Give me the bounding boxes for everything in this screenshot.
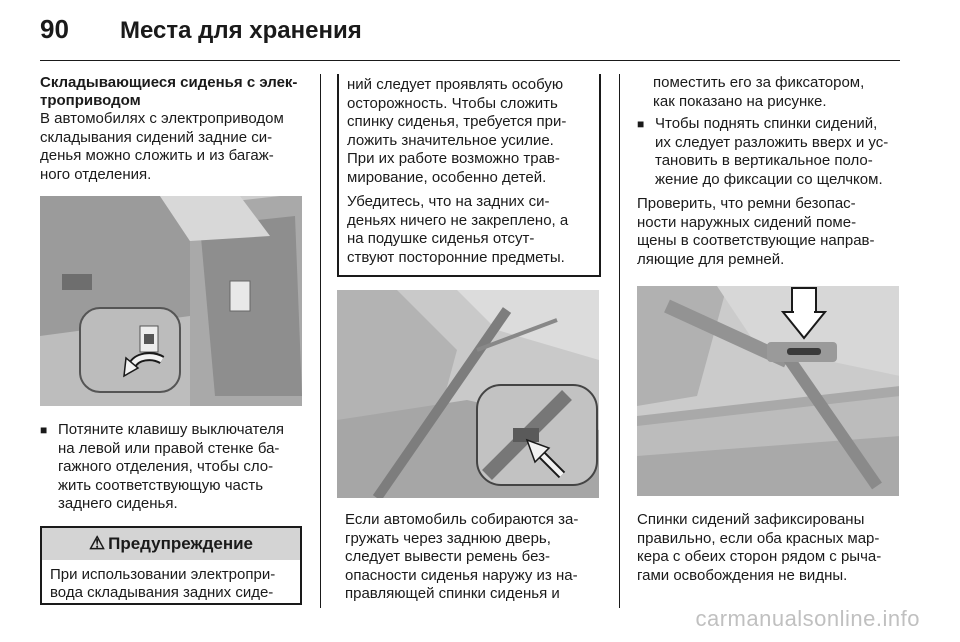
warning-header xyxy=(42,526,300,560)
warning-continued-text: ний следует проявлять особую осторожность. Чтобы сложить спинку сиденья, требуется при- ложить значительное усилие. При их работе возможно трав- мирование, особенно детей. xyxy=(347,76,567,186)
subheading-electric-folding-seats: Складывающиеся сиденья с элек- троприводом xyxy=(40,74,298,109)
page-header xyxy=(40,14,362,44)
list-item: ■ Чтобы поднять спинки сидений, их следует разложить вверх и ус- тановить в вертикальное поло- жение до фиксации со щелчком. xyxy=(637,115,889,188)
warning-box xyxy=(40,526,302,605)
column-divider-1 xyxy=(320,74,321,608)
seatbelt-guide-illustration xyxy=(337,290,599,498)
column-1 xyxy=(40,74,302,605)
column-2 xyxy=(337,74,601,604)
warning-title: Предупреждение xyxy=(108,533,253,553)
bullet-square-icon: ■ xyxy=(40,423,48,437)
bullet-list-col1 xyxy=(40,421,302,514)
intro-paragraph: В автомобилях с электроприводом складывания сидений задние си- денья можно сложить и из багаж- ного отделения. xyxy=(40,110,284,183)
warning-triangle-icon: ⚠ xyxy=(88,533,106,553)
cargo-switch-illustration xyxy=(40,196,302,406)
bullet-square-icon: ■ xyxy=(637,117,645,131)
warning-body: При использовании электропри- вода складывания задних сиде- xyxy=(50,565,276,601)
figure-seatbelt-guide xyxy=(337,290,599,498)
bullet-list-col3 xyxy=(637,115,900,189)
column-divider-2 xyxy=(619,74,620,608)
continued-text: поместить его за фиксатором, как показано на рисунке. xyxy=(653,74,865,110)
section-title: Места для хранения xyxy=(120,17,362,44)
seat-lock-illustration xyxy=(637,286,899,496)
warning-box-continued xyxy=(337,74,601,277)
header-rule xyxy=(40,60,900,61)
markers-paragraph: Спинки сидений зафиксированы правильно, если оба красных мар- кера с обеих сторон рядом с рыча- гами освобождения не видны. xyxy=(637,511,882,584)
figure-seat-lock xyxy=(637,286,899,496)
figure-cargo-switch xyxy=(40,196,302,406)
page-number: 90 xyxy=(40,14,69,44)
warning-continued-text-2: Убедитесь, что на задних си- деньях ничего не закреплено, а на подушке сиденья отсут- ствуют посторонние предметы. xyxy=(347,193,569,266)
column-3 xyxy=(637,74,900,585)
belt-routing-paragraph: Если автомобиль собираются за- гружать через заднюю дверь, следует вывести ремень без- опасности сиденья наружу из на- правляющей спинки сиденья и xyxy=(345,511,579,602)
watermark: carmanualsonline.info xyxy=(695,606,920,631)
belt-check-paragraph: Проверить, что ремни безопас- ности наружных сидений поме- щены в соответствующие направ- ляющие для ремней. xyxy=(637,195,875,268)
list-item: ■ Потяните клавишу выключателя на левой или правой стенке ба- гажного отделения, чтобы сло- жить соответствующую часть заднего сиденья. xyxy=(40,421,284,512)
